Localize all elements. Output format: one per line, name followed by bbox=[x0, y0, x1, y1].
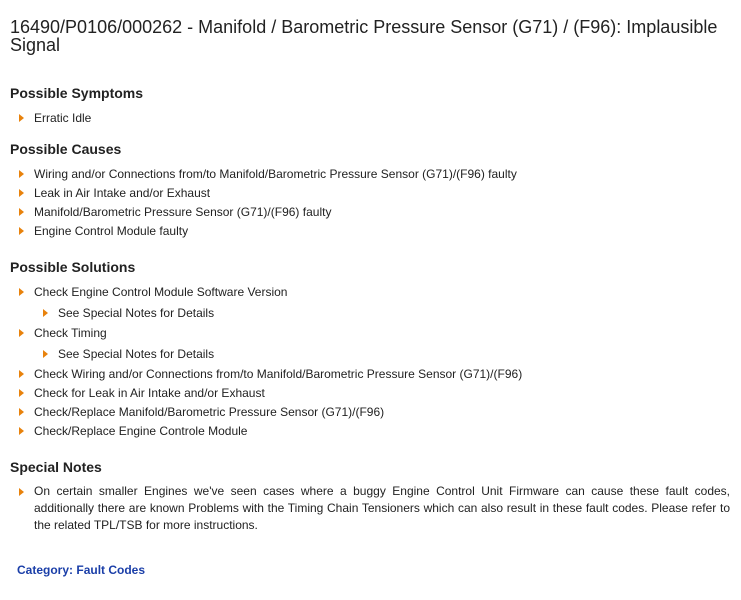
category-value: Fault Codes bbox=[76, 563, 146, 577]
page-title: 16490/P0106/000262 - Manifold / Barometric Pressure Sensor (G71) / (F96): Implausible Signal bbox=[10, 17, 718, 55]
arrow-bullet-icon bbox=[19, 227, 24, 235]
list-item bbox=[10, 324, 730, 343]
list-item-text: Leak in Air Intake and/or Exhaust bbox=[34, 186, 211, 200]
arrow-bullet-icon bbox=[19, 389, 24, 397]
list-item-text: Check Timing bbox=[34, 326, 107, 340]
symptoms-heading: Possible Symptoms bbox=[10, 85, 144, 101]
list-item bbox=[10, 483, 730, 534]
arrow-bullet-icon bbox=[43, 350, 48, 358]
list-item bbox=[10, 384, 730, 403]
arrow-bullet-icon bbox=[19, 427, 24, 435]
symptoms-list bbox=[10, 109, 730, 128]
solutions-list bbox=[10, 283, 730, 441]
list-item bbox=[10, 203, 730, 222]
category-footer bbox=[17, 563, 145, 577]
list-item bbox=[10, 165, 730, 184]
list-item bbox=[10, 403, 730, 422]
arrow-bullet-icon bbox=[19, 288, 24, 296]
list-subitem bbox=[10, 343, 730, 365]
list-item-text: Check Engine Control Module Software Version bbox=[34, 285, 288, 299]
notes-list bbox=[10, 483, 730, 534]
list-item bbox=[10, 222, 730, 241]
causes-list bbox=[10, 165, 730, 241]
arrow-bullet-icon bbox=[43, 309, 48, 317]
list-item-text: Check for Leak in Air Intake and/or Exhaust bbox=[34, 386, 265, 400]
notes-heading: Special Notes bbox=[10, 459, 102, 475]
list-item-text: Check/Replace Manifold/Barometric Pressure Sensor (G71)/(F96) bbox=[34, 405, 385, 419]
arrow-bullet-icon bbox=[19, 170, 24, 178]
list-item bbox=[10, 422, 730, 441]
arrow-bullet-icon bbox=[19, 114, 24, 122]
list-item bbox=[10, 365, 730, 384]
list-item-text: Erratic Idle bbox=[34, 111, 92, 125]
list-item bbox=[10, 109, 730, 128]
arrow-bullet-icon bbox=[19, 408, 24, 416]
category-label: Category: bbox=[17, 563, 74, 577]
list-item-text: Engine Control Module faulty bbox=[34, 224, 189, 238]
causes-heading: Possible Causes bbox=[10, 141, 122, 157]
list-item-text: Manifold/Barometric Pressure Sensor (G71)/(F96) faulty bbox=[34, 205, 332, 219]
solutions-heading: Possible Solutions bbox=[10, 259, 136, 275]
list-item-text: See Special Notes for Details bbox=[58, 347, 215, 361]
list-subitem bbox=[10, 302, 730, 324]
article bbox=[10, 18, 730, 534]
category-link[interactable] bbox=[17, 563, 145, 577]
arrow-bullet-icon bbox=[19, 208, 24, 216]
list-item-text: See Special Notes for Details bbox=[58, 306, 215, 320]
list-item bbox=[10, 283, 730, 302]
arrow-bullet-icon bbox=[19, 189, 24, 197]
notes-text: On certain smaller Engines we've seen cases where a buggy Engine Control Unit Firmware can cause these fault codes, additionally there are known Problems with the Timing Chain Tensioners which can also result in these fault codes. Please refer to the related TPL/TSB for more instructions. bbox=[34, 484, 730, 532]
list-item-text: Check/Replace Engine Controle Module bbox=[34, 424, 248, 438]
list-item-text: Wiring and/or Connections from/to Manifold/Barometric Pressure Sensor (G71)/(F96) faulty bbox=[34, 167, 517, 181]
arrow-bullet-icon bbox=[19, 370, 24, 378]
list-item bbox=[10, 184, 730, 203]
arrow-bullet-icon bbox=[19, 488, 24, 496]
arrow-bullet-icon bbox=[19, 329, 24, 337]
list-item-text: Check Wiring and/or Connections from/to Manifold/Barometric Pressure Sensor (G71)/(F96) bbox=[34, 367, 523, 381]
